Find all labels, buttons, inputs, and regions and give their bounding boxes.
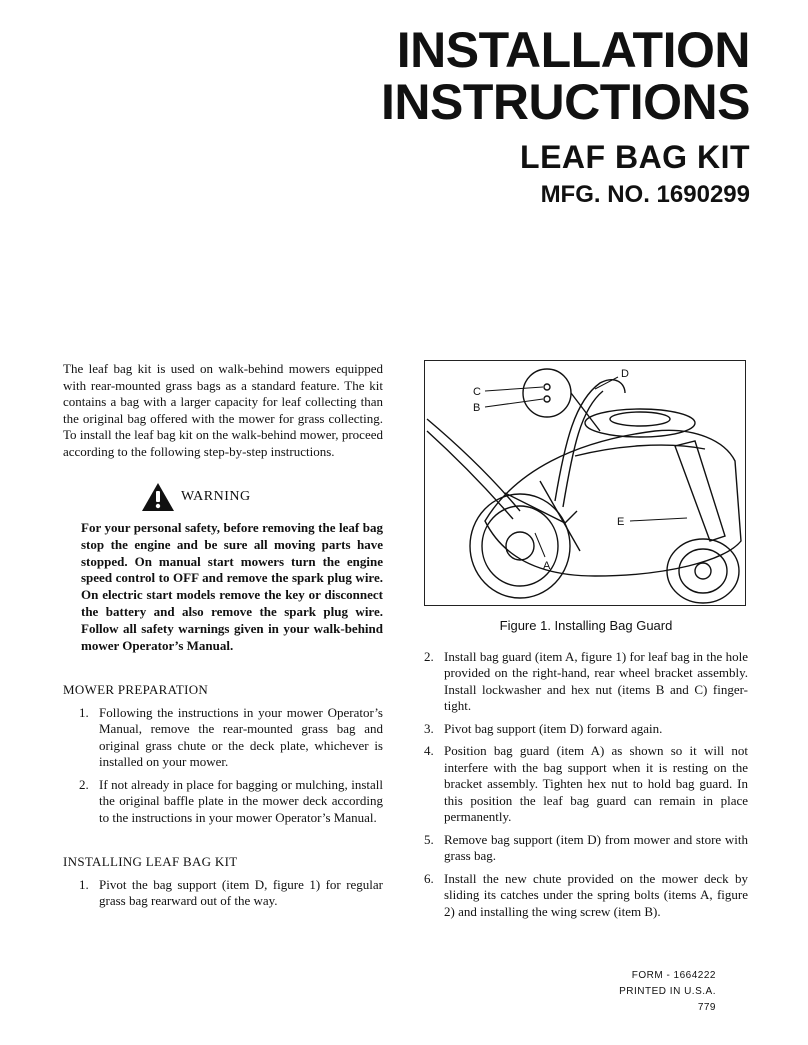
step-text: Pivot bag support (item D) forward again. bbox=[444, 720, 663, 736]
intro-paragraph: The leaf bag kit is used on walk-behind mowers equipped with rear-mounted grass bags as a standard feature. The kit contains a bag with a larger capacity for leaf collecting than the original bag offered with the mower for grass collecting. To install the leaf bag kit on the walk-behind mower, proceed according to the following step-by-step instructions. bbox=[63, 361, 383, 459]
figure-1 bbox=[424, 360, 746, 606]
installing-heading: INSTALLING LEAF BAG KIT bbox=[63, 854, 238, 870]
print-code: 779 bbox=[697, 1002, 716, 1013]
warning-header bbox=[141, 482, 383, 512]
installing-steps-left bbox=[63, 877, 383, 910]
list-item bbox=[424, 743, 748, 826]
step-number: 6. bbox=[424, 870, 434, 886]
step-number: 1. bbox=[79, 876, 89, 892]
form-number: FORM - 1664222 bbox=[631, 970, 716, 981]
mower-illustration bbox=[425, 361, 744, 604]
step-number: 3. bbox=[424, 720, 434, 736]
step-number: 1. bbox=[79, 704, 89, 720]
step-number: 4. bbox=[424, 743, 434, 758]
list-item bbox=[424, 871, 748, 921]
title-line-2: INSTRUCTIONS bbox=[381, 74, 750, 130]
left-column bbox=[63, 361, 383, 916]
callout-label-e: E bbox=[617, 516, 625, 528]
step-text: If not already in place for bagging or mulching, install the original baffle plate in the mower deck according to the instructions in your mower Operator’s Manual. bbox=[99, 776, 383, 825]
list-item bbox=[424, 832, 748, 865]
mower-prep-steps bbox=[63, 705, 383, 827]
step-number: 2. bbox=[424, 648, 434, 664]
form-footer bbox=[619, 968, 716, 1016]
document-header bbox=[381, 24, 750, 210]
installing-steps-right bbox=[424, 649, 748, 921]
printed-in: PRINTED IN U.S.A. bbox=[619, 986, 716, 997]
step-text: Install the new chute provided on the mower deck by sliding its catches under the spring bolts (items A, figure 2) and installing the wing screw (item B). bbox=[444, 870, 748, 919]
kit-subtitle: LEAF BAG KIT bbox=[520, 139, 750, 175]
step-text: Remove bag support (item D) from mower and store with grass bag. bbox=[444, 831, 748, 863]
warning-label: WARNING bbox=[181, 488, 251, 504]
callout-label-b: B bbox=[473, 402, 481, 414]
step-text: Pivot the bag support (item D, figure 1) for regular grass bag rearward out of the way. bbox=[99, 876, 383, 909]
step-number: 2. bbox=[79, 776, 89, 792]
callout-label-d: D bbox=[621, 368, 629, 380]
list-item bbox=[424, 721, 748, 738]
mfg-number: MFG. NO. 1690299 bbox=[540, 181, 750, 208]
list-item bbox=[63, 877, 383, 910]
right-column bbox=[424, 360, 748, 926]
figure-caption: Figure 1. Installing Bag Guard bbox=[499, 618, 673, 633]
callout-label-c: C bbox=[473, 386, 481, 398]
warning-icon bbox=[141, 482, 175, 512]
list-item bbox=[424, 649, 748, 715]
step-text: Install bag guard (item A, figure 1) for leaf bag in the hole provided on the right-hand, rear wheel bracket assembly. Install lockwasher and hex nut (items B and C) finger-tight. bbox=[444, 648, 748, 713]
warning-text: For your personal safety, before removing the leaf bag stop the engine and be sure all moving parts have stopped. On manual start mowers turn the engine speed control to OFF and remove the spark plug wire. On electric start models remove the key or disconnect the battery and also remove the spark plug wire. Follow all safety warnings given in your walk-behind mower Operator’s Manual. bbox=[81, 520, 383, 653]
title-line-1: INSTALLATION bbox=[396, 22, 750, 78]
mower-prep-heading: MOWER PREPARATION bbox=[63, 682, 209, 698]
step-text: Position bag guard (item A) as shown so it will not interfere with the bag support when it is resting on the bracket assembly. Tighten hex nut to hold bag guard. In this position the leaf bag guard can remain in place permanently. bbox=[444, 743, 748, 824]
list-item bbox=[63, 777, 383, 827]
callout-label-a: A bbox=[543, 560, 551, 572]
step-number: 5. bbox=[424, 831, 434, 847]
step-text: Following the instructions in your mower Operator’s Manual, remove the rear-mounted grass bag and original grass chute or the deck plate, whichever is installed on your mower. bbox=[99, 704, 383, 770]
list-item bbox=[63, 705, 383, 771]
